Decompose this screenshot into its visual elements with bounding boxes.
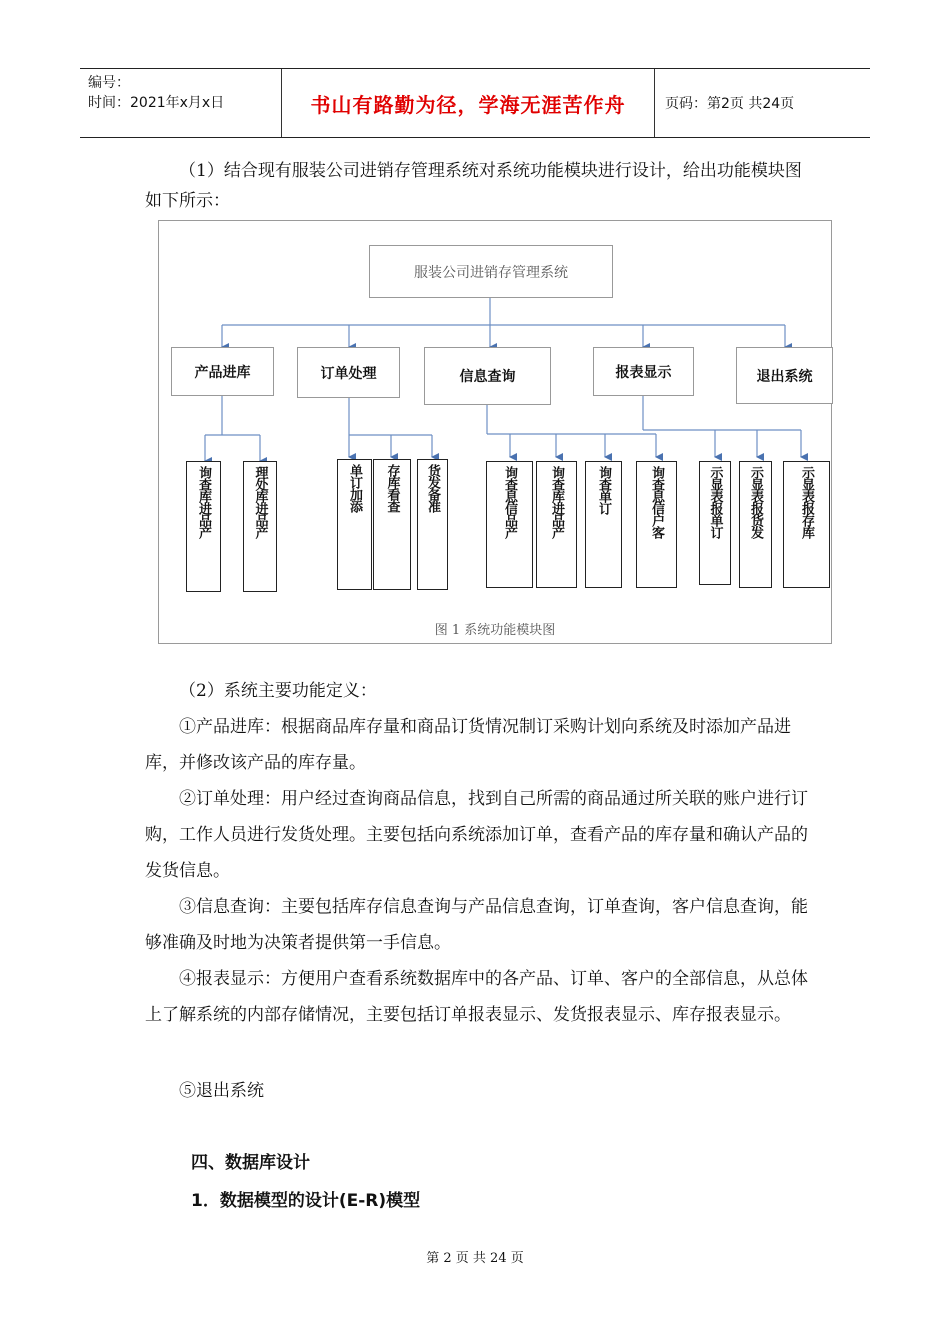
- figure-caption: 图 1 系统功能模块图: [434, 623, 556, 638]
- leaf-label: 单订加添: [347, 464, 362, 512]
- paragraph-info-query: ③信息查询：主要包括库存信息查询与产品信息查询，订单查询，客户信息查询，能够准确及时地为决策者提供第一手信息。: [145, 897, 808, 953]
- subsection-heading: 1．数据模型的设计(E-R)模型: [191, 1191, 421, 1211]
- leaf-label: 询查库进品产: [549, 466, 564, 538]
- module-info-query: 信息查询: [424, 347, 551, 405]
- leaf-node: [783, 461, 830, 588]
- header-number: 编号：: [88, 75, 130, 91]
- leaf-node: [417, 459, 448, 590]
- section-heading: 四、数据库设计: [191, 1153, 310, 1173]
- module-exit-system: 退出系统: [736, 347, 833, 404]
- diagram-root-node: 服装公司进销存管理系统: [369, 245, 613, 298]
- header-divider: [654, 69, 655, 137]
- paragraph-product-stock-in: ①产品进库：根据商品库存量和商品订货情况制订采购计划向系统及时添加产品进库，并修改该产品的库存量。: [145, 717, 791, 773]
- leaf-label: 询查单订: [596, 466, 611, 514]
- module-product-stock-in: 产品进库: [171, 347, 274, 396]
- leaf-label: 询查库进品产: [196, 466, 211, 538]
- header-date: 时间：2021年x月x日: [88, 95, 225, 111]
- page-footer: 第 2 页 共 24 页: [426, 1251, 524, 1266]
- paragraph-definitions-intro: （2）系统主要功能定义：: [179, 681, 377, 701]
- leaf-label: 询查息信品产: [502, 466, 517, 538]
- module-report-display: 报表显示: [593, 347, 694, 396]
- leaf-label: 货发备准: [425, 464, 440, 512]
- paragraph-exit-system: ⑤退出系统: [179, 1081, 264, 1101]
- paragraph-order-processing: ②订单处理：用户经过查询商品信息，找到自己所需的商品通过所关联的账户进行订购，工作人员进行发货处理。主要包括向系统添加订单，查看产品的库存量和确认产品的发货信息。: [145, 789, 808, 881]
- leaf-node: [585, 461, 622, 588]
- header-meta: [88, 73, 283, 113]
- leaf-node: [536, 461, 577, 588]
- leaf-label: 示显表报货发: [748, 466, 763, 538]
- leaf-node: [739, 461, 772, 588]
- leaf-node: [186, 461, 221, 592]
- header-motto: 书山有路勤为径，学海无涯苦作舟: [310, 92, 626, 117]
- leaf-label: 存库看查: [384, 464, 400, 512]
- paragraph-intro: （1）结合现有服装公司进销存管理系统对系统功能模块进行设计，给出功能模块图如下所示：: [145, 161, 802, 211]
- leaf-node: [486, 461, 533, 588]
- function-module-diagram: [158, 220, 832, 644]
- leaf-node: [337, 459, 372, 590]
- leaf-label: 示显表报单订: [707, 466, 723, 538]
- module-order-processing: 订单处理: [297, 347, 400, 398]
- leaf-node: [243, 461, 277, 592]
- leaf-node: [699, 461, 731, 585]
- leaf-node: [373, 459, 411, 590]
- leaf-label: 询查息信户客: [649, 466, 664, 538]
- leaf-label: 理处库进品产: [252, 466, 268, 538]
- leaf-label: 示显表报存库: [799, 466, 814, 538]
- header-page-number: 页码：第2页 共24页: [665, 96, 795, 112]
- leaf-node: [636, 461, 677, 588]
- paragraph-report-display: ④报表显示：方便用户查看系统数据库中的各产品、订单、客户的全部信息，从总体上了解系统的内部存储情况，主要包括订单报表显示、发货报表显示、库存报表显示。: [145, 969, 808, 1025]
- page-header: [80, 68, 870, 138]
